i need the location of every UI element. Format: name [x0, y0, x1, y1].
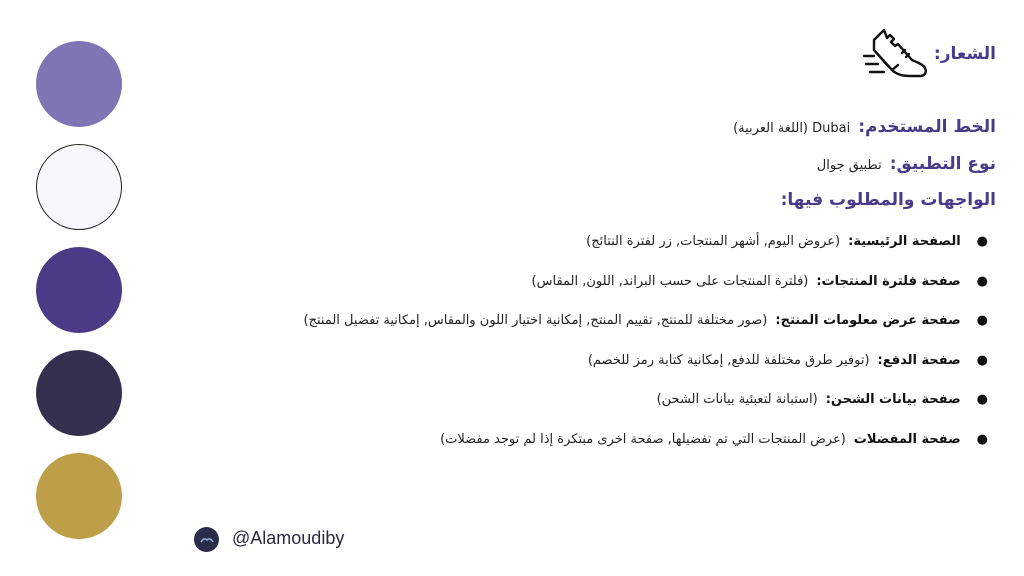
bullet-icon: ● [976, 431, 988, 447]
avatar-glyph-icon [200, 536, 214, 544]
screen-title: صفحة الدفع: [877, 352, 961, 368]
color-swatch-2 [36, 144, 122, 230]
screen-description: (توفير طرق مختلفة للدفع, إمكانية كتابة رمز للخصم) [587, 352, 870, 368]
list-item [304, 262, 988, 302]
footer-handle[interactable]: @Alamoudiby [232, 528, 345, 548]
font-label: الخط المستخدم: [858, 117, 996, 137]
screen-title: الصفحة الرئيسية: [848, 234, 961, 250]
screen-title: صفحة المفضلات [853, 431, 961, 447]
avatar-icon[interactable] [194, 527, 219, 552]
screen-description: (فلترة المنتجات على حسب البراند, اللون, المقاس) [531, 273, 809, 289]
bullet-icon: ● [976, 392, 988, 408]
font-row [733, 117, 996, 137]
screen-description: (عرض المنتجات التي تم تفضيلها, صفحة اخرى مبتكرة إذا لم توجد مفضلات) [440, 431, 846, 447]
screen-description: (استبانة لتعبئية بيانات الشحن) [656, 392, 818, 408]
color-swatch-4 [36, 350, 122, 436]
screens-list [304, 222, 988, 459]
list-item [304, 301, 988, 341]
bullet-icon: ● [976, 352, 988, 368]
screen-title: صفحة عرض معلومات المنتج: [775, 313, 961, 329]
list-item [304, 222, 988, 262]
list-item [304, 420, 988, 460]
font-value: Dubai (اللغة العربية) [733, 121, 851, 136]
list-item [304, 380, 988, 420]
bullet-icon: ● [976, 313, 988, 329]
logo-label: الشعار: [933, 44, 996, 64]
bullet-icon: ● [976, 273, 988, 289]
screen-title: صفحة فلترة المنتجات: [816, 273, 961, 289]
color-swatch-3 [36, 247, 122, 333]
app-type-row [817, 154, 996, 174]
screen-description: (عروض اليوم, أشهر المنتجات, زر لفترة النتائج) [586, 234, 841, 250]
color-swatch-5 [36, 453, 122, 539]
screens-heading: الواجهات والمطلوب فيها: [780, 190, 996, 210]
bullet-icon: ● [976, 234, 988, 250]
sneaker-icon [862, 22, 930, 82]
screen-title: صفحة بيانات الشحن: [825, 392, 961, 408]
list-item [304, 341, 988, 381]
app-type-label: نوع التطبيق: [889, 154, 996, 174]
app-type-value: تطبيق جوال [816, 158, 882, 173]
color-swatch-1 [36, 41, 122, 127]
screen-description: (صور مختلفة للمنتج, تقييم المنتج, إمكانية اختيار اللون والمقاس, إمكانية تفضيل المنتج) [303, 313, 768, 329]
